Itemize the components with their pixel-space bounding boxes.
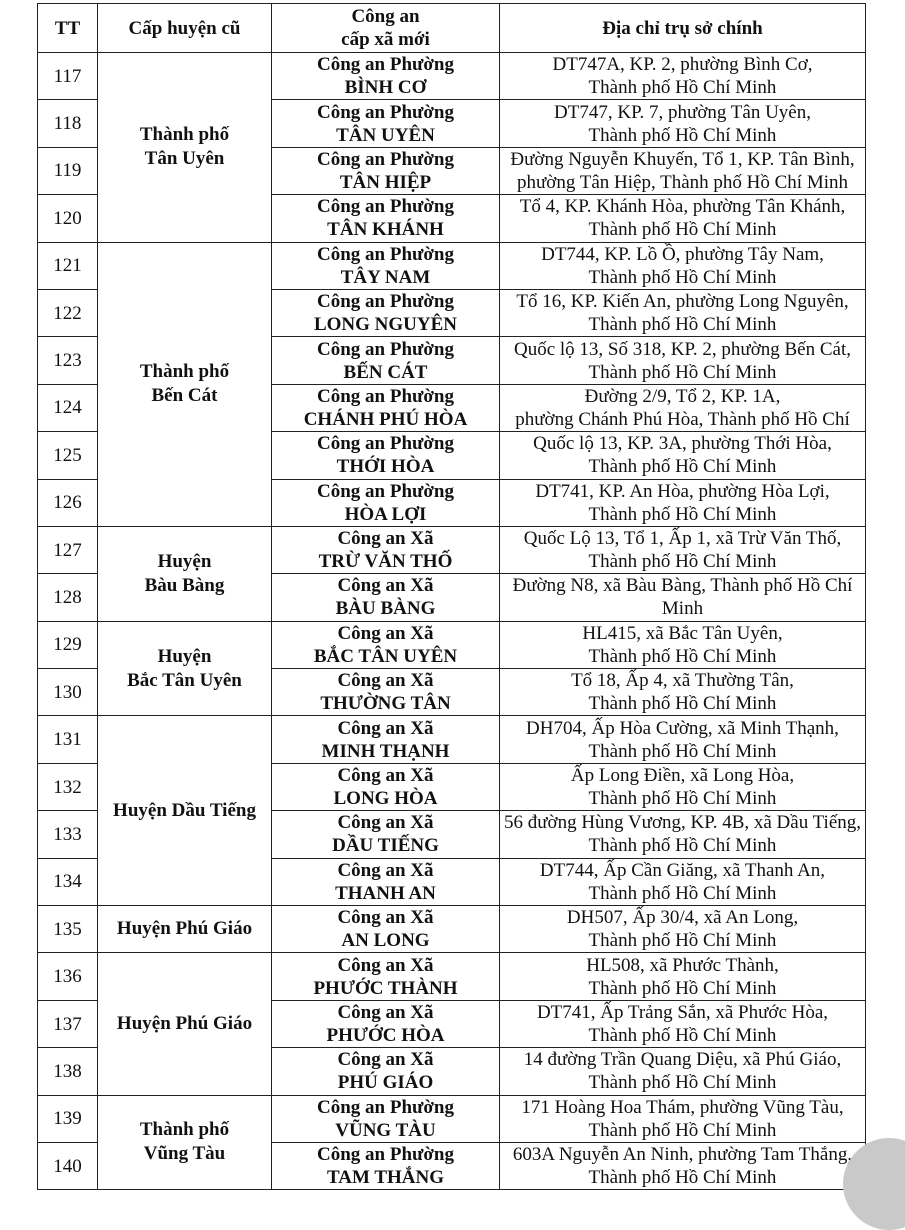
office-type: Công an Xã xyxy=(337,717,434,739)
address-cell xyxy=(500,242,866,289)
address-line1: HL508, xã Phước Thành, xyxy=(586,954,779,976)
old-district-line1: Huyện Phú Giáo xyxy=(116,1013,253,1034)
office-name: MINH THẠNH xyxy=(321,740,450,762)
address-line1: HL415, xã Bắc Tân Uyên, xyxy=(582,622,783,644)
row-number: 137 xyxy=(38,1000,98,1047)
address-cell xyxy=(500,669,866,716)
old-district-line1: Thành phố xyxy=(139,124,230,146)
address-line2: Thành phố Hồ Chí Minh xyxy=(588,1025,777,1046)
office-type: Công an Phường xyxy=(316,338,455,360)
old-district-cell xyxy=(98,621,272,716)
row-number: 134 xyxy=(38,858,98,905)
row-number: 125 xyxy=(38,432,98,479)
office-type: Công an Xã xyxy=(337,575,434,597)
office-type: Công an Xã xyxy=(337,765,434,787)
row-number: 130 xyxy=(38,669,98,716)
address-line1: Đường Nguyễn Khuyến, Tổ 1, KP. Tân Bình, xyxy=(510,148,855,170)
address-line2: Thành phố Hồ Chí Minh xyxy=(588,77,777,99)
row-number: 120 xyxy=(38,195,98,242)
new-police-office-cell xyxy=(272,1000,500,1047)
address-cell xyxy=(500,763,866,810)
address-cell xyxy=(500,53,866,100)
old-district-line1: Huyện xyxy=(157,550,212,572)
office-type: Công an Phường xyxy=(316,291,455,313)
old-district-cell xyxy=(98,716,272,906)
row-number: 122 xyxy=(38,289,98,336)
address-line1: 603A Nguyễn An Ninh, phường Tam Thắng, xyxy=(512,1144,853,1166)
row-number: 119 xyxy=(38,147,98,194)
old-district-line1: Huyện Phú Giáo xyxy=(116,918,253,940)
row-number: 118 xyxy=(38,100,98,147)
new-police-office-cell xyxy=(272,1142,500,1189)
old-district-cell xyxy=(98,1095,272,1190)
address-cell xyxy=(500,811,866,858)
header-tt: TT xyxy=(38,4,98,53)
row-number: 131 xyxy=(38,716,98,763)
header-old-district: Cấp huyện cũ xyxy=(98,4,272,53)
office-name: BẾN CÁT xyxy=(343,361,428,383)
old-district-cell xyxy=(98,242,272,526)
address-line1: Tổ 4, KP. Khánh Hòa, phường Tân Khánh, xyxy=(519,196,846,218)
new-police-office-cell xyxy=(272,526,500,573)
office-type: Công an Xã xyxy=(337,622,434,644)
office-name: TÂN UYÊN xyxy=(336,124,435,146)
office-name: BÀU BÀNG xyxy=(335,598,436,620)
new-police-office-cell xyxy=(272,195,500,242)
address-line2: Thành phố Hồ Chí Minh xyxy=(588,645,777,667)
address-cell xyxy=(500,1048,866,1095)
old-district-line2: Bắc Tân Uyên xyxy=(127,669,242,691)
address-cell xyxy=(500,384,866,431)
row-number: 139 xyxy=(38,1095,98,1142)
address-line2: Thành phố Hồ Chí Minh xyxy=(588,314,777,336)
office-name: AN LONG xyxy=(341,930,430,952)
office-name: CHÁNH PHÚ HÒA xyxy=(303,408,468,430)
old-district-line2: Tân Uyên xyxy=(144,148,225,170)
old-district-line1: Thành phố xyxy=(139,361,230,383)
office-type: Công an Phường xyxy=(316,1144,455,1166)
new-police-office-cell xyxy=(272,574,500,621)
header-new-police xyxy=(272,4,500,53)
old-district-line1: Huyện xyxy=(157,645,212,667)
address-cell xyxy=(500,100,866,147)
office-name: THỚI HÒA xyxy=(336,456,435,478)
new-police-office-cell xyxy=(272,384,500,431)
old-district-line1: Thành phố xyxy=(139,1119,230,1141)
office-name: TÂY NAM xyxy=(340,266,431,288)
row-number: 127 xyxy=(38,526,98,573)
address-cell xyxy=(500,195,866,242)
address-line2: Thành phố Hồ Chí Minh xyxy=(588,551,777,573)
table-row xyxy=(38,621,866,668)
address-line2: Thành phố Hồ Chí Minh xyxy=(588,1072,777,1094)
address-cell xyxy=(500,858,866,905)
office-name: THƯỜNG TÂN xyxy=(320,693,451,715)
address-line1: DT744, KP. Lồ Ồ, phường Tây Nam, xyxy=(541,243,824,265)
new-police-office-cell xyxy=(272,1095,500,1142)
office-name: LONG NGUYÊN xyxy=(313,314,458,336)
address-cell xyxy=(500,953,866,1000)
address-line2: Thành phố Hồ Chí Minh xyxy=(588,977,777,999)
office-name: LONG HÒA xyxy=(333,788,438,810)
row-number: 136 xyxy=(38,953,98,1000)
new-police-office-cell xyxy=(272,242,500,289)
row-number: 123 xyxy=(38,337,98,384)
address-line2: Minh xyxy=(661,598,704,620)
address-line1: DH704, Ấp Hòa Cường, xã Minh Thạnh, xyxy=(526,717,839,739)
header-address: Địa chỉ trụ sở chính xyxy=(500,4,866,53)
row-number: 117 xyxy=(38,53,98,100)
new-police-office-cell xyxy=(272,858,500,905)
address-line2: Thành phố Hồ Chí Minh xyxy=(588,456,777,478)
old-district-line2: Bàu Bàng xyxy=(144,574,225,596)
table-header-row xyxy=(38,4,866,53)
new-police-office-cell xyxy=(272,763,500,810)
office-name: TAM THẮNG xyxy=(327,1167,444,1189)
office-type: Công an Phường xyxy=(316,196,455,218)
old-district-line2: Bến Cát xyxy=(151,385,218,407)
row-number: 121 xyxy=(38,242,98,289)
address-cell xyxy=(500,147,866,194)
office-type: Công an Phường xyxy=(316,101,455,123)
office-type: Công an Phường xyxy=(316,433,455,455)
address-line2: Thành phố Hồ Chí Minh xyxy=(588,124,777,146)
address-line1: Quốc lộ 13, Số 318, KP. 2, phường Bến Cát, xyxy=(513,338,852,360)
address-line2: Thành phố Hồ Chí Minh xyxy=(588,219,777,241)
new-police-office-cell xyxy=(272,906,500,953)
table-row xyxy=(38,1095,866,1142)
row-number: 126 xyxy=(38,479,98,526)
address-line2: Thành phố Hồ Chí Minh xyxy=(588,361,777,383)
old-district-cell xyxy=(98,906,272,953)
address-line2: Thành phố Hồ Chí Minh xyxy=(588,1119,777,1141)
address-cell xyxy=(500,479,866,526)
old-district-line1: Huyện Dầu Tiếng xyxy=(113,799,256,821)
address-line1: 56 đường Hùng Vương, KP. 4B, xã Dầu Tiếng, xyxy=(503,812,862,834)
new-police-office-cell xyxy=(272,1048,500,1095)
office-name: PHƯỚC THÀNH xyxy=(313,977,458,999)
office-name: HÒA LỢI xyxy=(344,503,427,525)
table-body xyxy=(38,53,866,1190)
new-police-office-cell xyxy=(272,953,500,1000)
office-type: Công an Phường xyxy=(316,243,455,265)
table-row xyxy=(38,526,866,573)
address-cell xyxy=(500,289,866,336)
row-number: 124 xyxy=(38,384,98,431)
office-name: PHƯỚC HÒA xyxy=(326,1025,445,1046)
address-line1: Đường N8, xã Bàu Bàng, Thành phố Hồ Chí xyxy=(512,575,853,597)
police-office-table xyxy=(37,3,866,1190)
address-line2: Thành phố Hồ Chí Minh xyxy=(588,930,777,952)
new-police-office-cell xyxy=(272,479,500,526)
office-type: Công an Xã xyxy=(337,1049,434,1071)
new-police-office-cell xyxy=(272,53,500,100)
address-cell xyxy=(500,337,866,384)
new-police-office-cell xyxy=(272,337,500,384)
old-district-cell xyxy=(98,53,272,243)
new-police-office-cell xyxy=(272,147,500,194)
address-cell xyxy=(500,1000,866,1047)
office-name: TÂN HIỆP xyxy=(339,171,432,193)
address-cell xyxy=(500,526,866,573)
address-line2: Thành phố Hồ Chí Minh xyxy=(588,740,777,762)
address-line2: Thành phố Hồ Chí Minh xyxy=(588,693,777,715)
address-line1: Quốc lộ 13, KP. 3A, phường Thới Hòa, xyxy=(533,433,832,455)
office-name: PHÚ GIÁO xyxy=(337,1072,434,1094)
row-number: 133 xyxy=(38,811,98,858)
address-line2: Thành phố Hồ Chí Minh xyxy=(588,788,777,810)
office-type: Công an Phường xyxy=(316,385,455,407)
row-number: 129 xyxy=(38,621,98,668)
address-line2: Thành phố Hồ Chí Minh xyxy=(588,1167,777,1189)
address-line1: 171 Hoàng Hoa Thám, phường Vũng Tàu, xyxy=(521,1096,844,1118)
new-police-office-cell xyxy=(272,100,500,147)
address-line1: DH507, Ấp 30/4, xã An Long, xyxy=(566,907,799,929)
office-type: Công an Xã xyxy=(337,528,434,550)
old-district-cell xyxy=(98,526,272,621)
old-district-line2: Vũng Tàu xyxy=(143,1143,226,1165)
address-line2: Thành phố Hồ Chí Minh xyxy=(588,266,777,288)
row-number: 140 xyxy=(38,1142,98,1189)
office-type: Công an Xã xyxy=(337,1002,434,1023)
row-number: 132 xyxy=(38,763,98,810)
office-type: Công an Xã xyxy=(337,954,434,976)
table-row xyxy=(38,953,866,1000)
address-line1: 14 đường Trần Quang Diệu, xã Phú Giáo, xyxy=(523,1049,842,1071)
address-cell xyxy=(500,1142,866,1189)
new-police-office-cell xyxy=(272,621,500,668)
address-line1: DT744, Ấp Cần Giăng, xã Thanh An, xyxy=(539,859,826,881)
old-district-cell xyxy=(98,953,272,1095)
header-new-police-line2: cấp xã mới xyxy=(341,29,430,50)
address-line1: Ấp Long Điền, xã Long Hòa, xyxy=(570,765,795,787)
office-name: BẮC TÂN UYÊN xyxy=(313,645,458,667)
address-line2: Thành phố Hồ Chí Minh xyxy=(588,835,777,857)
row-number: 135 xyxy=(38,906,98,953)
office-type: Công an Xã xyxy=(337,670,434,692)
new-police-office-cell xyxy=(272,716,500,763)
new-police-office-cell xyxy=(272,669,500,716)
address-line2: phường Chánh Phú Hòa, Thành phố Hồ Chí xyxy=(515,408,850,430)
address-line2: phường Tân Hiệp, Thành phố Hồ Chí Minh xyxy=(516,171,848,193)
header-new-police-line1: Công an xyxy=(351,6,420,27)
address-line1: Tổ 16, KP. Kiến An, phường Long Nguyên, xyxy=(516,291,849,313)
row-number: 128 xyxy=(38,574,98,621)
office-name: TÂN KHÁNH xyxy=(327,219,444,241)
address-line2: Thành phố Hồ Chí Minh xyxy=(588,503,777,525)
address-line2: Thành phố Hồ Chí Minh xyxy=(588,882,777,904)
address-line1: Quốc Lộ 13, Tổ 1, Ấp 1, xã Trừ Văn Thố, xyxy=(523,528,842,550)
address-line1: DT747, KP. 7, phường Tân Uyên, xyxy=(554,101,811,123)
office-type: Công an Phường xyxy=(316,1096,455,1118)
new-police-office-cell xyxy=(272,432,500,479)
address-line1: Tổ 18, Ấp 4, xã Thường Tân, xyxy=(571,670,794,692)
table-row xyxy=(38,716,866,763)
table-row xyxy=(38,242,866,289)
office-type: Công an Xã xyxy=(337,907,434,929)
address-line1: DT747A, KP. 2, phường Bình Cơ, xyxy=(552,54,813,76)
address-line1: DT741, KP. An Hòa, phường Hòa Lợi, xyxy=(535,480,830,502)
address-line1: DT741, Ấp Trảng Sắn, xã Phước Hòa, xyxy=(536,1002,829,1023)
table-row xyxy=(38,906,866,953)
address-line1: Đường 2/9, Tổ 2, KP. 1A, xyxy=(584,385,781,407)
table-row xyxy=(38,53,866,100)
address-cell xyxy=(500,574,866,621)
office-type: Công an Xã xyxy=(337,812,434,834)
office-type: Công an Phường xyxy=(316,148,455,170)
new-police-office-cell xyxy=(272,811,500,858)
address-cell xyxy=(500,906,866,953)
address-cell xyxy=(500,716,866,763)
office-name: BÌNH CƠ xyxy=(344,77,427,99)
address-cell xyxy=(500,432,866,479)
office-name: VŨNG TÀU xyxy=(335,1119,436,1141)
office-type: Công an Phường xyxy=(316,480,455,502)
address-cell xyxy=(500,621,866,668)
office-name: THANH AN xyxy=(335,882,436,904)
office-name: TRỪ VĂN THỐ xyxy=(318,551,453,573)
office-name: DẦU TIẾNG xyxy=(332,835,439,857)
office-type: Công an Xã xyxy=(337,859,434,881)
row-number: 138 xyxy=(38,1048,98,1095)
address-cell xyxy=(500,1095,866,1142)
office-type: Công an Phường xyxy=(316,54,455,76)
new-police-office-cell xyxy=(272,289,500,336)
